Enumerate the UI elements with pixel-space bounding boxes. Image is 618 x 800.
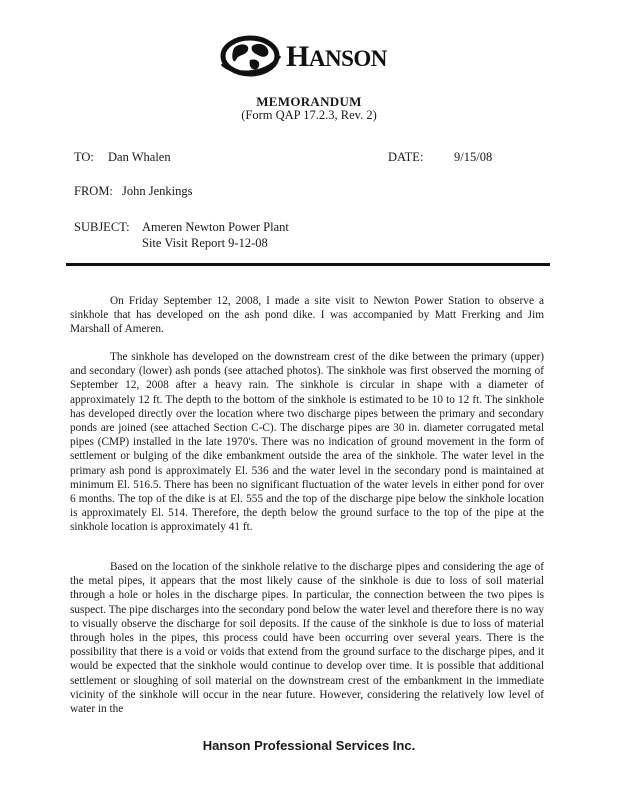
- from-label: FROM:: [74, 184, 113, 198]
- subject-label: SUBJECT:: [74, 220, 130, 234]
- subject-line-1: Ameren Newton Power Plant: [142, 220, 289, 234]
- paragraph-3: Based on the location of the sinkhole relative to the discharge pipes and considering the age of the metal pipes, it appears that the most likely cause of the sinkhole is due to loss of soil material through a hole or holes in the discharge pipes. In particular, the connection between the two pipes is suspect. The pipe discharges into the secondary pond below the water level and therefore there is no way to visually observe the discharge for soil deposits. If the cause of the sinkhole is due to loss of material through holes in the pipes, this process could have been occurring over several years. There is the possibility that there is a void or voids that extend from the ground surface to the discharge pipes, and it would be expected that the sinkhole would continue to develop over time. It is possible that additional settlement or sloughing of soil material on the downstream crest of the embankment in the immediate vicinity of the sinkhole will occur in the near future. However, considering the relatively low level of water in the: [70, 561, 544, 716]
- subject-line-2: Site Visit Report 9-12-08: [142, 236, 268, 250]
- memo-form-number: (Form QAP 17.2.3, Rev. 2): [241, 108, 377, 122]
- date-label: DATE:: [388, 150, 424, 164]
- header-divider: [66, 263, 550, 266]
- to-value: Dan Whalen: [108, 150, 171, 164]
- hanson-logo: [220, 34, 410, 80]
- date-value: 9/15/08: [454, 150, 493, 164]
- from-value: John Jenkings: [122, 184, 193, 198]
- to-label: TO:: [74, 150, 94, 164]
- memo-title: MEMORANDUM: [256, 94, 362, 109]
- logo-wordmark: HANSON: [286, 40, 387, 73]
- paragraph-2: The sinkhole has developed on the downstream crest of the dike between the primary (upper) and secondary (lower) ash ponds (see attached photos). The sinkhole was first observed the morning of September 12, 2008 after a heavy rain. The sinkhole is circular in shape with a diameter of approximately 12 ft. The depth to the bottom of the sinkhole is estimated to be 10 to 12 ft. The sinkhole has developed directly over the location where two discharge pipes between the primary and secondary ponds are joined (see attached Section C-C). The discharge pipes are 30 in. diameter corrugated metal pipes (CMP) installed in the late 1970's. There was no indication of ground movement in the form of settlement or bulging of the dike embankment outside the area of the sinkhole. The water level in the primary ash pond is approximately El. 536 and the water level in the secondary pond is maintained at minimum El. 516.5. There has been no significant fluctuation of the water levels in either pond for over 6 months. The top of the dike is at El. 555 and the top of the discharge pipe below the sinkhole location is approximately El. 514. Therefore, the depth below the ground surface to the top of the pipe at the sinkhole location is approximately 41 ft.: [70, 351, 544, 534]
- globe-icon: [220, 34, 284, 78]
- paragraph-1: On Friday September 12, 2008, I made a site visit to Newton Power Station to observe a sinkhole that has developed on the ash pond dike. I was accompanied by Matt Frerking and Jim Marshall of Ameren.: [70, 295, 544, 336]
- footer-company: Hanson Professional Services Inc.: [202, 738, 416, 753]
